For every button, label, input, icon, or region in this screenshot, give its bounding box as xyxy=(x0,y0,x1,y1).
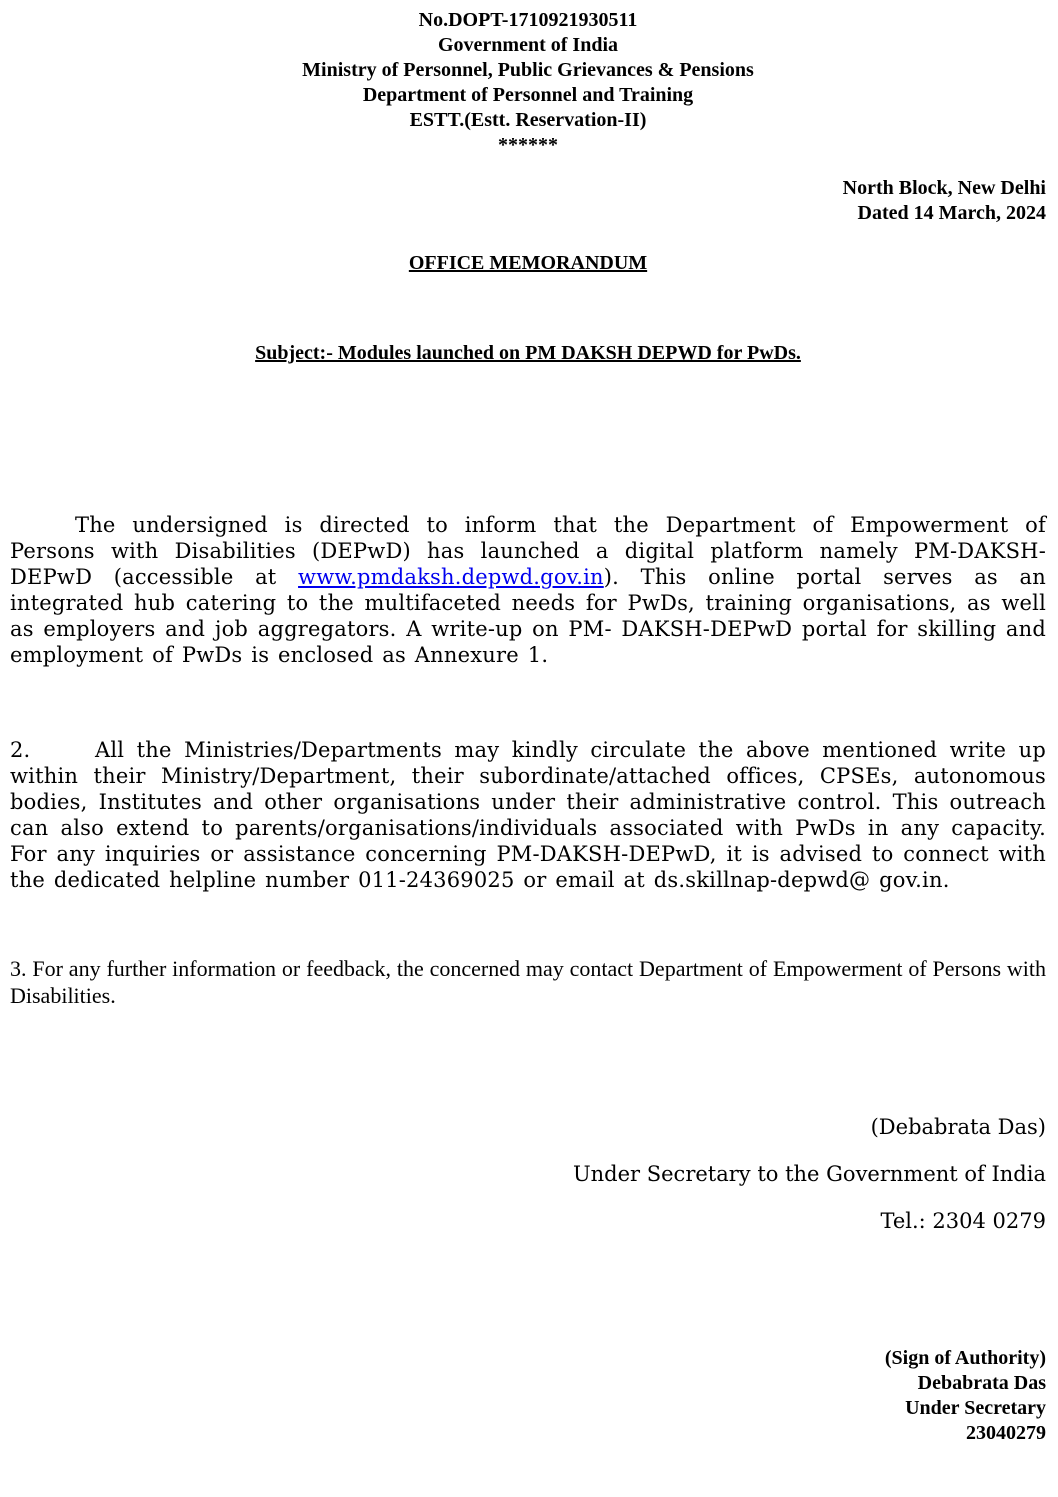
authority-designation: Under Secretary xyxy=(905,1397,1046,1419)
pmdaksh-url-link[interactable]: www.pmdaksh.depwd.gov.in xyxy=(298,565,604,589)
paragraph-3-text: 3. For any further information or feedback, the concerned may contact Department of Empowerment of Persons with Disabilities. xyxy=(10,956,1046,1008)
memo-title-text: OFFICE MEMORANDUM xyxy=(408,252,648,274)
memo-number: No.DOPT-1710921930511 xyxy=(418,9,638,31)
paragraph-1-after-link: ). This online portal serves as an integrated hub catering to the multifaceted needs for PwDs, training organisations, as well as employers and job aggregators. A write-up on PM- DAKSH-DEPwD portal for skilling and employment of PwDs is enclosed as Annexure 1. xyxy=(10,565,1046,667)
ministry-line: Ministry of Personnel, Public Grievances & Pensions xyxy=(302,59,754,81)
section-line: ESTT.(Estt. Reservation-II) xyxy=(409,109,647,131)
signatory-designation: Under Secretary to the Government of India xyxy=(572,1162,1046,1186)
date-line: Dated 14 March, 2024 xyxy=(857,202,1046,224)
authority-block xyxy=(10,1346,1046,1446)
paragraph-1-before-link: The undersigned is directed to inform that the Department of Empowerment of Persons with Disabilities (DEPwD) has launched a digital platform namely PM-DAKSH-DEPwD (accessible at xyxy=(10,513,1046,589)
sign-of-authority-line: (Sign of Authority) xyxy=(884,1347,1046,1369)
paragraph-3 xyxy=(10,955,1046,1009)
memo-title xyxy=(10,250,1046,276)
department-line: Department of Personnel and Training xyxy=(362,84,694,106)
signatory-telephone: Tel.: 2304 0279 xyxy=(880,1209,1046,1233)
government-line: Government of India xyxy=(438,34,618,56)
paragraph-2-number: 2. xyxy=(10,738,31,762)
date-block xyxy=(10,176,1046,226)
paragraph-1 xyxy=(10,512,1046,668)
authority-name: Debabrata Das xyxy=(917,1372,1046,1394)
signatory-name: (Debabrata Das) xyxy=(870,1115,1046,1139)
subject-line xyxy=(10,340,1046,366)
subject-text: Subject:- Modules launched on PM DAKSH DEPWD for PwDs. xyxy=(255,342,801,364)
letterhead xyxy=(10,8,1046,158)
signature-block xyxy=(10,1114,1046,1234)
asterisk-divider: ****** xyxy=(498,134,558,156)
paragraph-2 xyxy=(10,737,1046,893)
authority-code: 23040279 xyxy=(966,1422,1046,1444)
paragraph-2-text: All the Ministries/Departments may kindly circulate the above mentioned write up within their Ministry/Department, their subordinate/attached offices, CPSEs, autonomous bodies, Institutes and other organisations under their administrative control. This outreach can also extend to parents/organisations/individuals associated with PwDs in any capacity. For any inquiries or assistance concerning PM-DAKSH-DEPwD, it is advised to connect with the dedicated helpline number 011-24369025 or email at ds.skillnap-depwd@ gov.in. xyxy=(10,738,1046,892)
place-line: North Block, New Delhi xyxy=(842,177,1046,199)
